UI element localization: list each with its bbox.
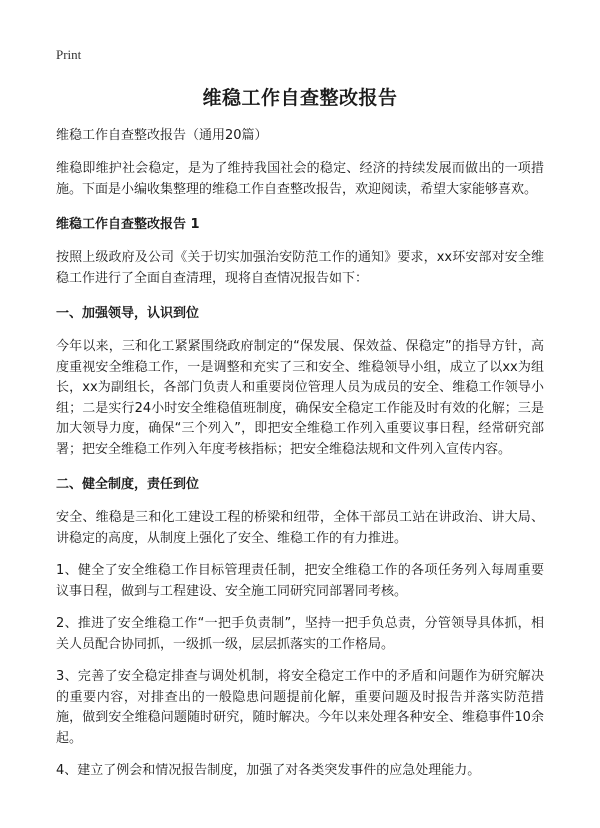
- document-subtitle: 维稳工作自查整改报告（通用20篇）: [56, 128, 268, 143]
- list-item: 4、建立了例会和情况报告制度，加强了对各类突发事件的应急处理能力。: [56, 763, 481, 778]
- list-item: 2、推进了安全维稳工作“一把手负责制”，坚持一把手负总责，分管领导具体抓，相关人员配合协同抓，一级抓一级，层层抓落实的工作格局。: [56, 616, 544, 652]
- intro-paragraph: 维稳即维护社会稳定，是为了维持我国社会的稳定、经济的持续发展而做出的一项措施。下面是小编收集整理的维稳工作自查整改报告，欢迎阅读，希望大家能够喜欢。: [56, 161, 544, 197]
- document-title: 维稳工作自查整改报告: [202, 87, 398, 109]
- section-heading-leadership: 一、加强领导，认识到位: [56, 306, 200, 321]
- print-link[interactable]: Print: [56, 47, 82, 62]
- report-intro-paragraph: 按照上级政府及公司《关于切实加强治安防范工作的通知》要求，xx环安部对安全维稳工作进行了全面自查清理，现将自查情况报告如下：: [56, 250, 544, 286]
- section-body-leadership: 今年以来，三和化工紧紧围绕政府制定的“保发展、保效益、保稳定”的指导方针，高度重视安全维稳工作，一是调整和充实了三和安全、维稳领导小组，成立了以xx为组长，xx为副组长，各部门负责人和重要岗位管理人员为成员的安全、维稳工作领导小组；二是实行24小时安全维稳值班制度，确保安全稳定工作能及时有效的化解；三是加大领导力度，确保“三个列入”，即把安全维稳工作列入重要议事日程，经常研究部署；把安全维稳工作列入年度考核指标；把安全维稳法规和文件列入宣传内容。: [56, 339, 544, 457]
- list-item: 3、完善了安全稳定排查与调处机制，将安全稳定工作中的矛盾和问题作为研究解决的重要内容，对排查出的一般隐患问题提前化解，重要问题及时报告并落实防范措施，做到安全维稳问题随时研究，随时解决。今年以来处理各种安全、维稳事件10余起。: [56, 669, 544, 746]
- section-body-system: 安全、维稳是三和化工建设工程的桥梁和纽带，全体干部员工站在讲政治、讲大局、讲稳定的高度，从制度上强化了安全、维稳工作的有力推进。: [56, 510, 544, 546]
- report-heading: 维稳工作自查整改报告 1: [56, 217, 200, 232]
- section-heading-system: 二、健全制度，责任到位: [56, 477, 200, 492]
- list-item: 1、健全了安全维稳工作目标管理责任制，把安全维稳工作的各项任务列入每周重要议事日程，做到与工程建设、安全施工同研究同部署同考核。: [56, 563, 544, 599]
